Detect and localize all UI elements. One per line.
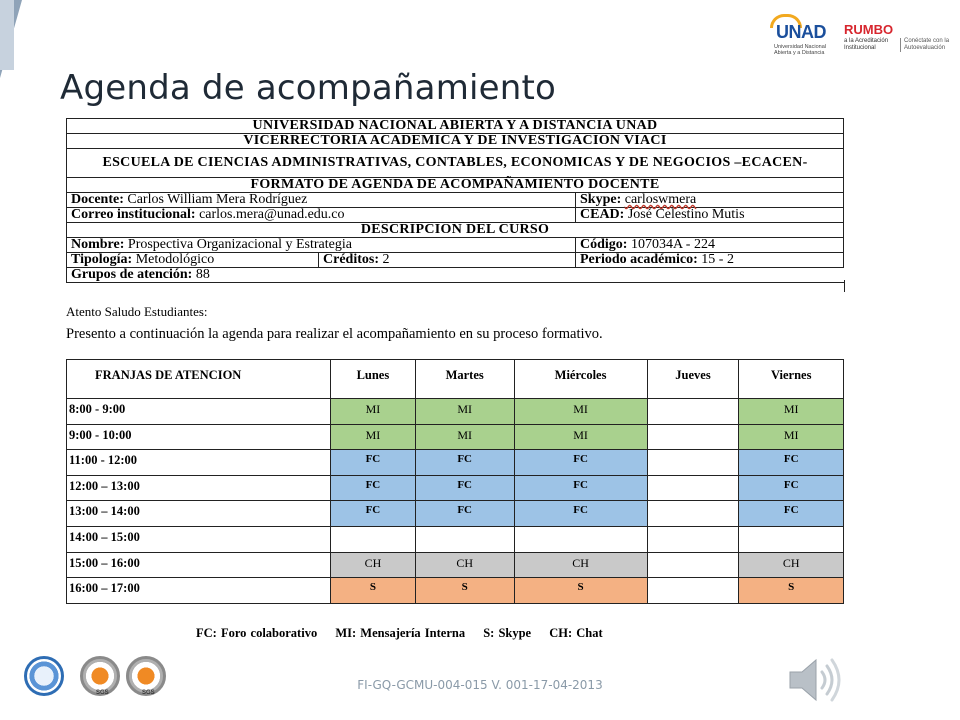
tipologia-label: Tipología:: [71, 252, 133, 267]
docente-cell: [67, 193, 576, 208]
schedule-column-header: Lunes: [331, 360, 416, 399]
course-header: [66, 118, 844, 283]
schedule-row: [67, 399, 844, 425]
creditos-value: 2: [382, 252, 390, 267]
schedule-time-slot: 12:00 – 13:00: [67, 475, 331, 501]
curso-heading: DESCRIPCION DEL CURSO: [67, 223, 844, 238]
schedule-cell: S: [415, 578, 514, 604]
greeting-text: Atento Saludo Estudiantes:: [66, 304, 208, 319]
schedule-row: [67, 501, 844, 527]
schedule-row: [67, 450, 844, 476]
schedule-cell: S: [331, 578, 416, 604]
skype-cell: [576, 193, 844, 208]
header-line-vicerrectoria: VICERRECTORIA ACADEMICA Y DE INVESTIGACION VIACI: [67, 134, 844, 149]
schedule-cell: FC: [331, 475, 416, 501]
rumbo-logo: [842, 22, 952, 56]
legend-item-mi: MI: Mensajería Interna: [335, 626, 466, 640]
schedule-cell: [739, 526, 844, 552]
grupos-cell: [67, 268, 844, 283]
schedule-time-slot: 8:00 - 9:00: [67, 399, 331, 425]
table-edge-line: [844, 280, 845, 292]
schedule-cell: FC: [415, 501, 514, 527]
legend-item-ch: CH: Chat: [549, 626, 603, 640]
cead-value: José Celestino Mutis: [627, 207, 745, 222]
schedule-cell: [647, 475, 739, 501]
schedule-column-header: Martes: [415, 360, 514, 399]
legend-item-fc: FC: Foro colaborativo: [196, 626, 318, 640]
schedule-cell: [647, 424, 739, 450]
schedule-cell: [331, 526, 416, 552]
schedule-time-slot: 11:00 - 12:00: [67, 450, 331, 476]
cead-label: CEAD:: [580, 207, 625, 222]
schedule-time-slot: 14:00 – 15:00: [67, 526, 331, 552]
nombre-value: Prospectiva Organizacional y Estrategia: [127, 237, 352, 252]
schedule-column-header: Jueves: [647, 360, 739, 399]
schedule-row: [67, 578, 844, 604]
schedule-cell: FC: [514, 475, 647, 501]
schedule-cell: S: [739, 578, 844, 604]
rumbo-logo-subtitle: a la Acreditación Institucional: [844, 38, 889, 51]
schedule-cell: [647, 501, 739, 527]
schedule-cell: FC: [739, 475, 844, 501]
schedule-row: [67, 526, 844, 552]
header-line-university: UNIVERSIDAD NACIONAL ABIERTA Y A DISTANCIA UNAD: [67, 119, 844, 134]
schedule-cell: FC: [415, 450, 514, 476]
skype-label: Skype:: [580, 192, 622, 207]
slide-title: Agenda de acompañamiento: [60, 68, 557, 108]
tipologia-cell: [67, 253, 319, 268]
schedule-time-slot: 16:00 – 17:00: [67, 578, 331, 604]
docente-value: Carlos William Mera Rodríguez: [127, 192, 308, 207]
footer-code: FI-GQ-GCMU-004-015 V. 001-17-04-2013: [357, 678, 603, 692]
schedule-cell: [647, 526, 739, 552]
schedule-table: [66, 359, 844, 604]
tipologia-value: Metodológico: [135, 252, 215, 267]
schedule-cell: MI: [415, 399, 514, 425]
schedule-time-slot: 15:00 – 16:00: [67, 552, 331, 578]
corner-decoration-light: [0, 0, 14, 70]
unad-logo-subtitle: Universidad Nacional Abierta y a Distancia: [774, 44, 826, 56]
creditos-cell: [319, 253, 576, 268]
schedule-time-slot: 9:00 - 10:00: [67, 424, 331, 450]
schedule-column-header: FRANJAS DE ATENCION: [67, 360, 331, 399]
schedule-row: [67, 475, 844, 501]
rumbo-logo-tagline: Conéctate con la Autoevaluación: [900, 38, 950, 52]
schedule-cell: CH: [514, 552, 647, 578]
schedule-column-header: Miércoles: [514, 360, 647, 399]
codigo-label: Código:: [580, 237, 628, 252]
schedule-cell: FC: [739, 501, 844, 527]
schedule-cell: [514, 526, 647, 552]
schedule-row: [67, 552, 844, 578]
course-header-table: [66, 118, 844, 283]
schedule-cell: [647, 450, 739, 476]
periodo-value: 15 - 2: [701, 252, 734, 267]
nombre-label: Nombre:: [71, 237, 125, 252]
docente-label: Docente:: [71, 192, 124, 207]
schedule-cell: MI: [739, 399, 844, 425]
unad-logo: [770, 14, 830, 58]
nombre-cell: [67, 238, 576, 253]
correo-cell: [67, 208, 576, 223]
periodo-cell: [576, 253, 844, 268]
correo-label: Correo institucional:: [71, 207, 196, 222]
schedule-cell: CH: [739, 552, 844, 578]
schedule-cell: MI: [331, 424, 416, 450]
intro-text: Presento a continuación la agenda para realizar el acompañamiento en su proceso formativo.: [66, 326, 603, 342]
schedule-time-slot: 13:00 – 14:00: [67, 501, 331, 527]
legend-item-s: S: Skype: [483, 626, 532, 640]
schedule-cell: S: [514, 578, 647, 604]
schedule-cell: MI: [514, 424, 647, 450]
schedule-cell: [647, 399, 739, 425]
schedule-cell: [647, 552, 739, 578]
codigo-value: 107034A - 224: [630, 237, 715, 252]
schedule-cell: FC: [415, 475, 514, 501]
grupos-label: Grupos de atención:: [71, 267, 193, 282]
schedule-cell: MI: [415, 424, 514, 450]
schedule-cell: FC: [739, 450, 844, 476]
schedule-body: [67, 399, 844, 604]
schedule-legend: [196, 626, 603, 641]
speaker-icon[interactable]: [784, 652, 844, 708]
schedule-cell: MI: [739, 424, 844, 450]
unad-logo-word: UNAD: [776, 22, 826, 42]
schedule-cell: MI: [514, 399, 647, 425]
schedule-header-row: [67, 360, 844, 399]
periodo-label: Periodo académico:: [580, 252, 698, 267]
header-line-escuela: ESCUELA DE CIENCIAS ADMINISTRATIVAS, CONTABLES, ECONOMICAS Y DE NEGOCIOS –ECACEN-: [67, 149, 844, 178]
schedule-column-header: Viernes: [739, 360, 844, 399]
schedule-cell: FC: [331, 450, 416, 476]
schedule-cell: FC: [331, 501, 416, 527]
grupos-value: 88: [195, 267, 210, 282]
correo-value: carlos.mera@unad.edu.co: [199, 207, 345, 222]
codigo-cell: [576, 238, 844, 253]
schedule-row: [67, 424, 844, 450]
schedule-cell: CH: [415, 552, 514, 578]
creditos-label: Créditos:: [323, 252, 379, 267]
schedule-cell: [647, 578, 739, 604]
rumbo-logo-word: RUMBO: [844, 22, 894, 37]
header-line-formato: FORMATO DE AGENDA DE ACOMPAÑAMIENTO DOCENTE: [67, 178, 844, 193]
sgs-label: SGS: [96, 690, 109, 696]
skype-value: carloswmera: [624, 192, 697, 207]
schedule-cell: FC: [514, 450, 647, 476]
cead-cell: [576, 208, 844, 223]
sgs-label: SGS: [142, 690, 155, 696]
schedule-cell: MI: [331, 399, 416, 425]
schedule-cell: FC: [514, 501, 647, 527]
schedule-cell: [415, 526, 514, 552]
schedule-cell: CH: [331, 552, 416, 578]
